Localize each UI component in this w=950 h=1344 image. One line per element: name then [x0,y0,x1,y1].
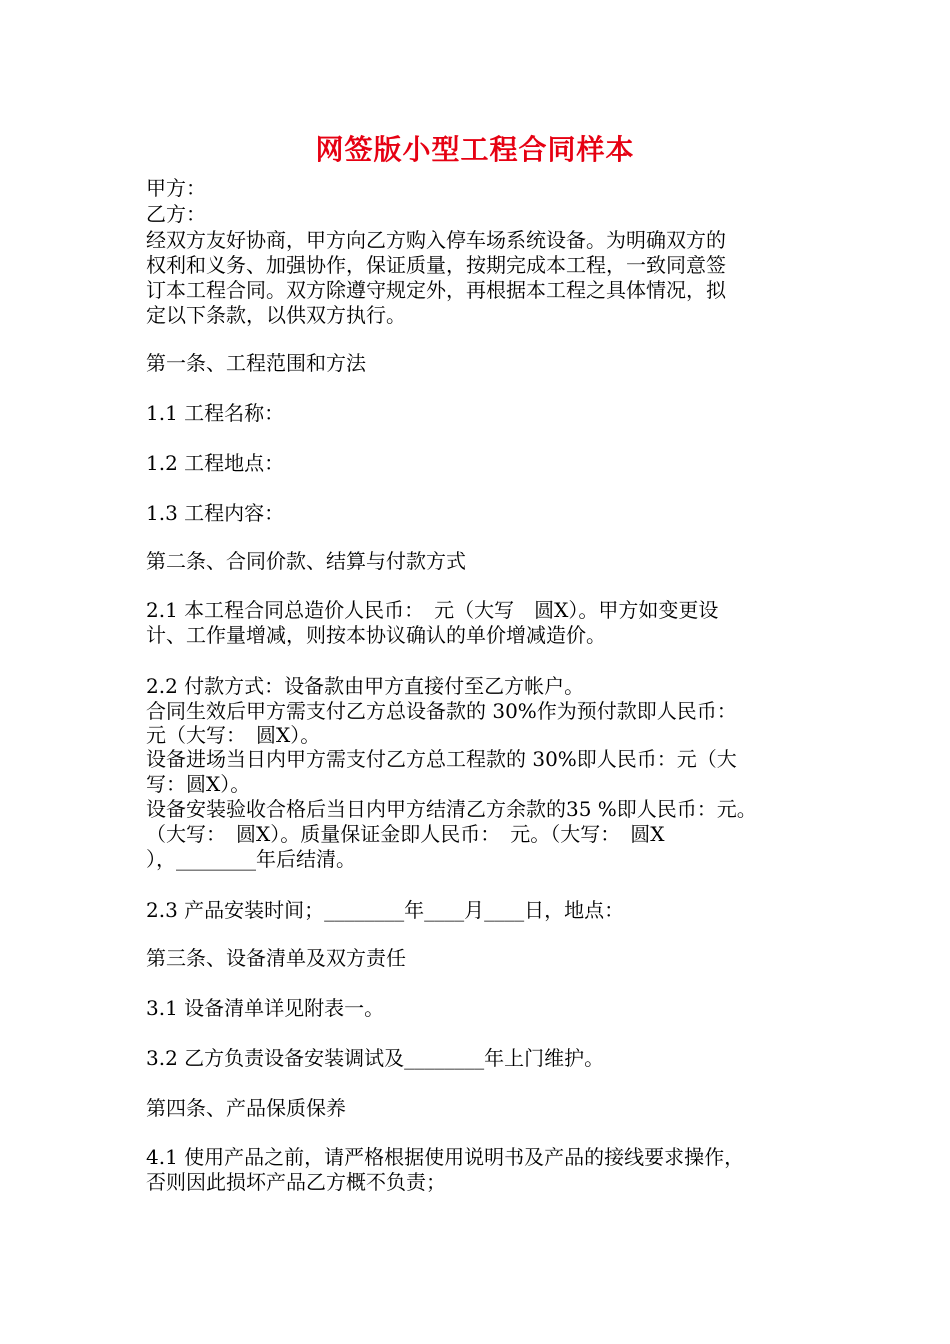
clause-2-1-line-1: 2.1 本工程合同总造价人民币： 元（大写 圆X）。甲方如变更设 [146,598,719,622]
clause-2-2-line-2: 合同生效后甲方需支付乙方总设备款的 30%作为预付款即人民币： [146,699,737,723]
clause-2-2-line-8: ），________年后结清。 [146,847,356,871]
party-a-line: 甲方： [146,176,206,200]
clause-2-1-line-2: 计、工作量增减，则按本协议确认的单价增减造价。 [146,623,606,647]
clause-2-2-line-1: 2.2 付款方式：设备款由甲方直接付至乙方帐户。 [146,674,585,698]
article-4-heading: 第四条、产品保质保养 [146,1096,346,1120]
party-b-line: 乙方： [146,202,206,226]
clause-2-2-line-5: 写：圆X）。 [146,772,251,796]
clause-4-1-line-1: 4.1 使用产品之前，请严格根据使用说明书及产品的接线要求操作， [146,1145,745,1169]
article-2-heading: 第二条、合同价款、结算与付款方式 [146,549,466,573]
clause-2-2-line-6: 设备安装验收合格后当日内甲方结清乙方余款的35 %即人民币：元。 [146,797,757,821]
preamble-line-3: 订本工程合同。双方除遵守规定外，再根据本工程之具体情况，拟 [146,278,726,302]
clause-2-2-line-7: （大写： 圆X）。质量保证金即人民币： 元。（大写： 圆X [146,822,665,846]
clause-3-1: 3.1 设备清单详见附表一。 [146,996,385,1020]
article-3-heading: 第三条、设备清单及双方责任 [146,946,406,970]
preamble-line-4: 定以下条款，以供双方执行。 [146,303,406,327]
article-1-heading: 第一条、工程范围和方法 [146,351,366,375]
document-title: 网签版小型工程合同样本 [315,133,635,166]
clause-3-2: 3.2 乙方负责设备安装调试及________年上门维护。 [146,1046,605,1070]
clause-2-2-line-4: 设备进场当日内甲方需支付乙方总工程款的 30%即人民币：元（大 [146,747,737,771]
clause-2-3: 2.3 产品安装时间；________年____月____日，地点： [146,898,625,922]
clause-4-1-line-2: 否则因此损坏产品乙方概不负责； [146,1170,446,1194]
preamble-line-1: 经双方友好协商，甲方向乙方购入停车场系统设备。为明确双方的 [146,228,726,252]
clause-1-3: 1.3 工程内容： [146,501,285,525]
clause-1-2: 1.2 工程地点： [146,451,285,475]
clause-1-1: 1.1 工程名称： [146,401,285,425]
clause-2-2-line-3: 元（大写： 圆X）。 [146,723,321,747]
preamble-line-2: 权利和义务、加强协作，保证质量，按期完成本工程，一致同意签 [146,253,726,277]
